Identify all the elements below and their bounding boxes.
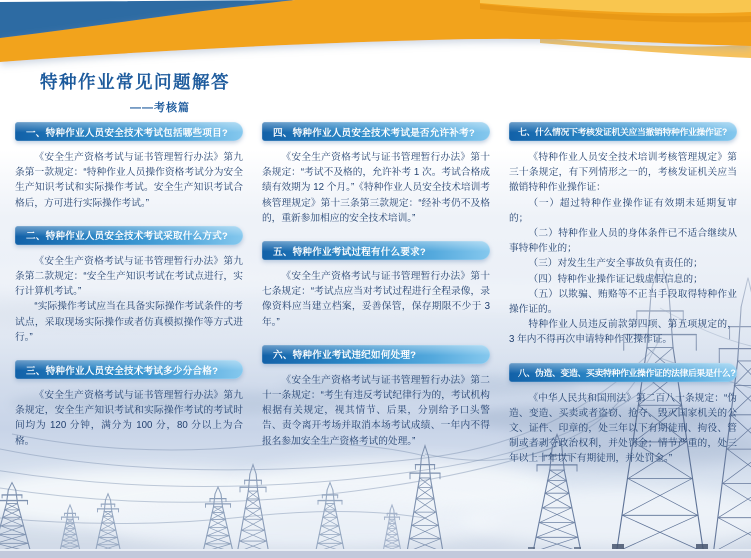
faq-column-1: [15, 122, 243, 482]
faq-item-1: [15, 122, 243, 211]
faq-item-5: [262, 241, 490, 330]
answer-paragraph: 《安全生产资格考试与证书管理暂行办法》第九条第一款规定：“特种作业人员操作资格考试分为安全生产知识考试和实际操作考试。安全生产知识考试合格后，方可进行实际操作考试。”: [15, 152, 243, 209]
answer-paragraph: 《安全生产资格考试与证书管理暂行办法》第十条规定：“考试不及格的，允许补考 1 次。考试合格成绩有效期为 12 个月。”《特种作业人员安全技术培训考核管理规定》第十三条第三款规定：“经补考仍不及格的，重新参加相应的安全技术培训。”: [262, 152, 490, 224]
answer-paragraph: 《安全生产资格考试与证书管理暂行办法》第九条第二款规定：“安全生产知识考试在考试点进行，实行计算机考试。”: [15, 255, 243, 298]
faq-item-2: [15, 226, 243, 345]
faq-column-3: [509, 122, 737, 482]
answer-paragraph: 《安全生产资格考试与证书管理暂行办法》第二十一条规定：“考生有违反考试纪律行为的，考试机构根据有关规定，视其情节、后果，分别给予口头警告、责令离开考场并取消本场考试成绩、一年内不得报名参加安全生产资格考试的处理。”: [262, 374, 490, 447]
faq-item-3: [15, 360, 243, 449]
answer-list-item: （二）特种作业人员的身体条件已不适合继续从事特种作业的；: [509, 228, 737, 255]
answer-list-item: （三）对发生生产安全事故负有责任的；: [528, 258, 703, 270]
answer-paragraph: 特种作业人员违反前款第四项、第五项规定的，3 年内不得再次申请特种作业操作证。: [509, 319, 737, 346]
faq-item-8: [509, 363, 737, 467]
answer-paragraph: 《安全生产资格考试与证书管理暂行办法》第九条规定，安全生产知识考试和实际操作考试的考试时间均为 120 分钟，满分为 100 分，80 分以上为合格。: [15, 390, 243, 447]
answer-list-item: （五）以欺骗、贿赂等不正当手段取得特种作业操作证的。: [509, 288, 737, 316]
page-title: 特种作业常见问题解答: [40, 72, 230, 92]
bottom-edge-strip: [0, 551, 751, 558]
page-subtitle: ——考核篇: [130, 102, 190, 114]
question-bar-7: 七、什么情况下考核发证机关应当撤销特种作业操作证?: [509, 122, 737, 141]
question-bar-4: 四、特种作业人员安全技术考试是否允许补考?: [262, 122, 490, 141]
faq-column-2: [262, 122, 490, 482]
answer-list-item: （四）特种作业操作证记载虚假信息的；: [528, 273, 703, 285]
answer-paragraph: 《安全生产资格考试与证书管理暂行办法》第十七条规定：“考试点应当对考试过程进行全程录像，录像资料应当建立档案，妥善保管，保存期限不少于 3 年。”: [262, 271, 490, 328]
answer-paragraph: “实际操作考试应当在具备实际操作考试条件的考试点，采取现场实际操作或者仿真模拟操作等方式进行。”: [15, 301, 243, 343]
faq-item-6: [262, 345, 490, 449]
faq-item-4: [262, 122, 490, 226]
question-bar-5: 五、特种作业考试过程有什么要求?: [262, 241, 490, 260]
question-bar-3: 三、特种作业人员安全技术考试多少分合格?: [15, 360, 243, 379]
title-block: [40, 69, 230, 115]
question-bar-8: 八、伪造、变造、买卖特种作业操作证的法律后果是什么?: [509, 363, 737, 382]
faq-columns: [15, 122, 737, 482]
answer-paragraph: 《特种作业人员安全技术培训考核管理规定》第三十条规定，有下列情形之一的，考核发证机关应当撤销特种作业操作证：: [509, 152, 737, 194]
answer-paragraph: 《中华人民共和国刑法》第二百八十条规定：“伪造、变造、买卖或者盗窃、抢夺、毁灭国家机关的公文、证件、印章的，处三年以下有期徒刑、拘役、管制或者剥夺政治权利，并处罚金；情节严重的，处三年以上十年以下有期徒刑，并处罚金。”: [509, 392, 737, 465]
bottom-edge-highlight: [0, 549, 751, 551]
question-bar-2: 二、特种作业人员安全技术考试采取什么方式?: [15, 226, 243, 245]
question-bar-6: 六、特种作业考试违纪如何处理?: [262, 345, 490, 364]
question-bar-1: 一、特种作业人员安全技术考试包括哪些项目?: [15, 122, 243, 141]
faq-item-7: [509, 122, 737, 348]
answer-list-item: （一）超过特种作业操作证有效期未延期复审的；: [509, 197, 737, 224]
